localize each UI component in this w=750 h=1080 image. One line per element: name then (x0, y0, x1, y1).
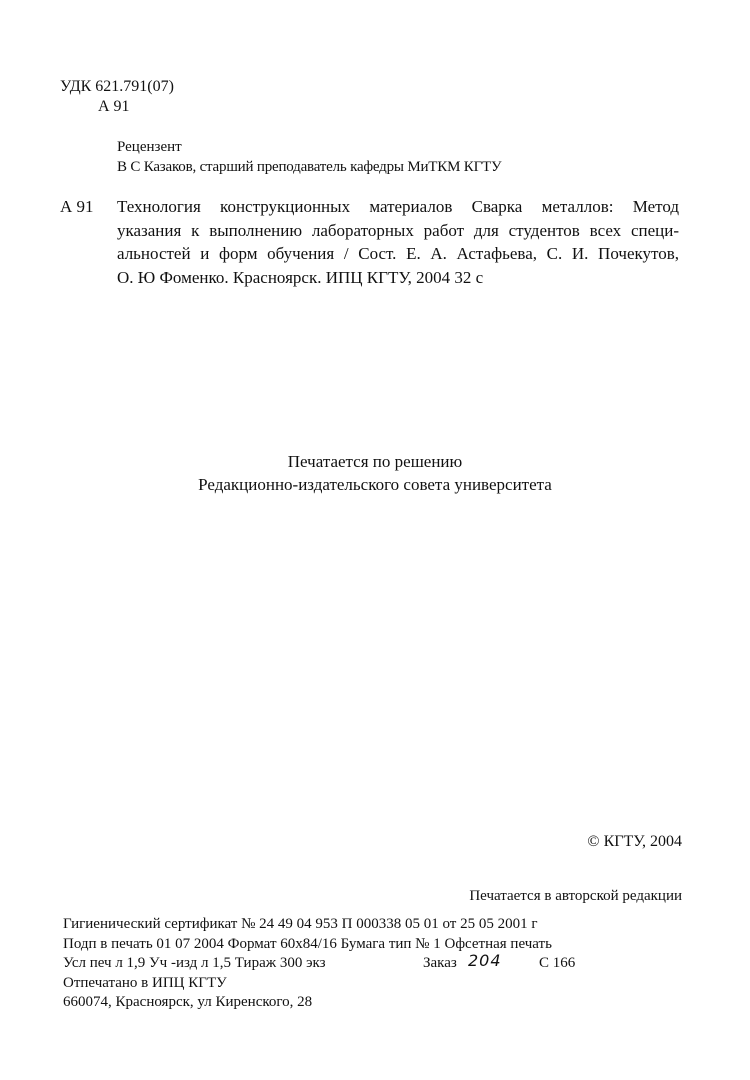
copyright: © КГТУ, 2004 (587, 833, 682, 850)
publication-note (0, 450, 750, 496)
index-code: А 91 (98, 98, 130, 115)
reviewer-label: Рецензент (117, 139, 182, 155)
address-line: 660074, Красноярск, ул Киренского, 28 (63, 994, 313, 1010)
annotation-text (117, 195, 679, 289)
udk-code: УДК 621.791(07) (60, 78, 174, 95)
print-line: Подп в печать 01 07 2004 Формат 60х84/16 Бумага тип № 1 Офсетная печать (63, 935, 552, 952)
certificate-line: Гигиенический сертификат № 24 49 04 953 П 000338 05 01 от 25 05 2001 г (63, 916, 538, 932)
imprint-block (63, 915, 576, 1013)
annotation-line: Технология конструкционных материалов Сварка металлов: Метод (117, 197, 679, 216)
order-number-handwritten: 204 (468, 951, 502, 970)
printed-at-line: Отпечатано в ИПЦ КГТУ (63, 974, 227, 991)
publication-note-line1: Печатается по решению (287, 452, 463, 471)
annotation-index: А 91 (60, 197, 94, 216)
volume-line (63, 951, 576, 974)
publication-note-line2: Редакционно-издательского совета университета (198, 475, 552, 494)
annotation-line: О. Ю Фоменко. Красноярск. ИПЦ КГТУ, 2004 32 с (117, 267, 484, 287)
page-code: С 166 (539, 955, 576, 971)
annotation-line: альностей и форм обучения / Сост. Е. А. Астафьева, С. И. Почекутов, (117, 244, 679, 263)
annotation-line: указания к выполнению лабораторных работ для студентов всех специ- (117, 220, 679, 240)
volume-text: Усл печ л 1,9 Уч -изд л 1,5 Тираж 300 экз (63, 955, 326, 971)
reviewer-name: В С Казаков, старший преподаватель кафедры МиТКМ КГТУ (117, 159, 502, 175)
order-label: Заказ (423, 955, 457, 971)
author-edition-note: Печатается в авторской редакции (469, 888, 682, 904)
